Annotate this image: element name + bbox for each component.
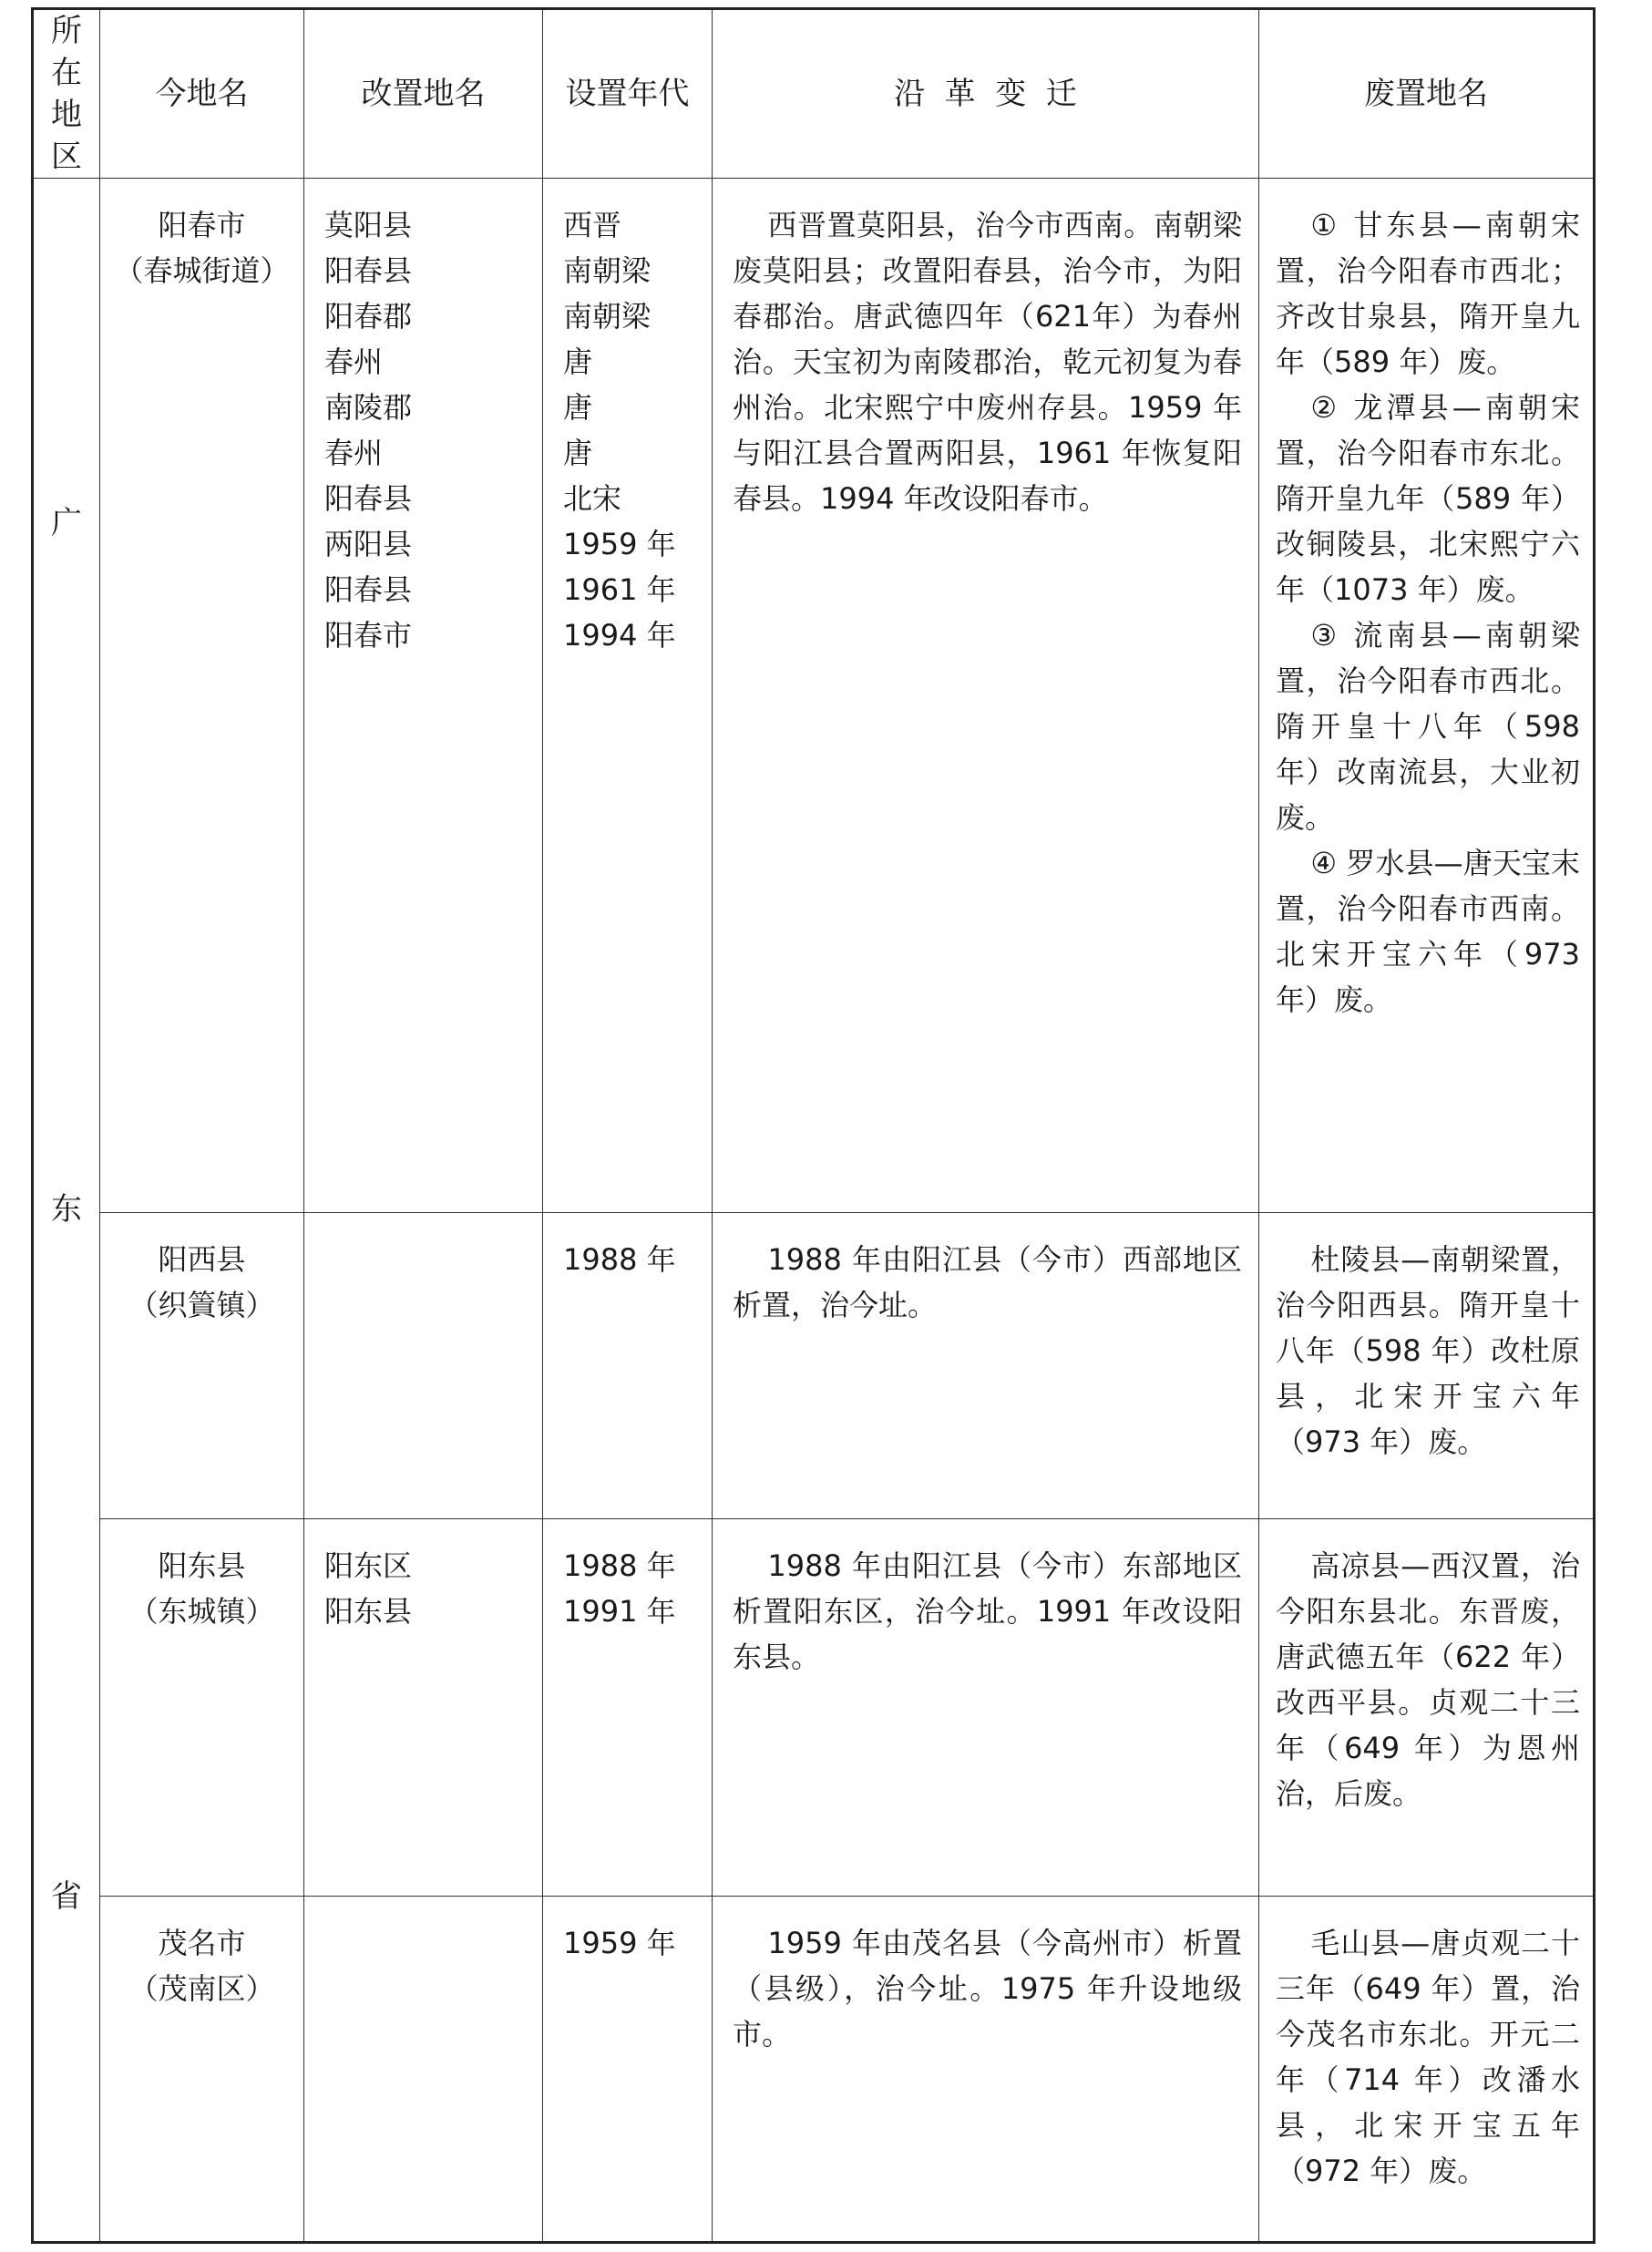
place-seat: （东城镇）: [128, 1594, 275, 1629]
year-item: 1961 年: [563, 572, 676, 607]
renamed-item: 莫阳县: [324, 208, 413, 242]
year-item: 北宋: [563, 481, 622, 516]
abolished-item: 毛山县—唐贞观二十三年（649 年）置，治今茂名市东北。开元二年（714 年）改潘水县，北宋开宝五年（972 年）废。: [1276, 1926, 1580, 2188]
renamed-item: 春州: [324, 436, 384, 470]
today-name-cell: [100, 1519, 304, 1897]
header-region: 所在地区: [33, 9, 100, 179]
year-item: 1994 年: [563, 618, 676, 653]
abolished-cell: [1259, 1897, 1595, 2243]
header-renamed: 改置地名: [304, 9, 543, 179]
year-item: 南朝梁: [563, 253, 652, 288]
today-name-cell: [100, 1897, 304, 2243]
renamed-item: 两阳县: [324, 527, 413, 561]
year-item: 南朝梁: [563, 299, 652, 334]
renamed-cell: [304, 1519, 543, 1897]
year-item: 唐: [563, 436, 593, 470]
year-cell: [543, 179, 713, 1213]
history-text: 1959 年由茂名县（今高州市）析置（县级），治今址。1975 年升设地级市。: [733, 1926, 1242, 2051]
renamed-cell: [304, 1897, 543, 2243]
place-seat: （春城街道）: [114, 253, 290, 288]
history-text: 1988 年由阳江县（今市）西部地区析置，治今址。: [733, 1242, 1242, 1322]
abolished-item: 杜陵县—南朝梁置，治今阳西县。隋开皇十八年（598 年）改杜原县，北宋开宝六年（973 年）废。: [1276, 1242, 1580, 1459]
table-row: [33, 1519, 1595, 1897]
year-item: 唐: [563, 390, 593, 425]
place-name: 阳东县: [158, 1548, 246, 1583]
today-name-cell: [100, 1213, 304, 1519]
renamed-cell: [304, 1213, 543, 1519]
place-seat: （织篢镇）: [128, 1288, 275, 1322]
history-cell: [713, 1213, 1259, 1519]
region-char: 省: [51, 1877, 82, 1915]
header-year: 设置年代: [543, 9, 713, 179]
renamed-cell: [304, 179, 543, 1213]
year-item: 1988 年: [563, 1548, 676, 1583]
abolished-cell: [1259, 1519, 1595, 1897]
year-item: 唐: [563, 344, 593, 379]
region-char: 东: [51, 1191, 82, 1229]
place-name: 阳春市: [158, 208, 246, 242]
table-row: [33, 1897, 1595, 2243]
history-text: 1988 年由阳江县（今市）东部地区析置阳东区，治今址。1991 年改设阳东县。: [733, 1548, 1242, 1674]
place-name: 阳西县: [158, 1242, 246, 1277]
abolished-item: ③ 流南县—南朝梁置，治今阳春市西北。隋开皇十八年（598 年）改南流县，大业初废。: [1276, 618, 1580, 835]
place-seat: （茂南区）: [128, 1971, 275, 2006]
renamed-item: 阳东区: [324, 1548, 413, 1583]
renamed-item: 阳春市: [324, 618, 413, 653]
region-cell: [33, 179, 100, 2243]
region-char: 广: [51, 505, 82, 542]
today-name-cell: [100, 179, 304, 1213]
year-cell: [543, 1519, 713, 1897]
header-row: [33, 9, 1595, 179]
abolished-cell: [1259, 1213, 1595, 1519]
year-item: 1991 年: [563, 1594, 676, 1629]
year-cell: [543, 1213, 713, 1519]
history-cell: [713, 179, 1259, 1213]
year-item: 1959 年: [563, 527, 676, 561]
header-today-name: 今地名: [100, 9, 304, 179]
abolished-cell: [1259, 179, 1595, 1213]
renamed-item: 春州: [324, 344, 384, 379]
gazetteer-table: [31, 7, 1596, 2244]
abolished-item: ② 龙潭县—南朝宋置，治今阳春市东北。隋开皇九年（589 年）改铜陵县，北宋熙宁六年（1073 年）废。: [1276, 390, 1580, 607]
history-cell: [713, 1519, 1259, 1897]
renamed-item: 阳春县: [324, 253, 413, 288]
abolished-item: 高凉县—西汉置，治今阳东县北。东晋废，唐武德五年（622 年）改西平县。贞观二十三年（649 年）为恩州治，后废。: [1276, 1548, 1580, 1811]
header-abolished: 废置地名: [1259, 9, 1595, 179]
abolished-item: ① 甘东县—南朝宋置，治今阳春市西北；齐改甘泉县，隋开皇九年（589 年）废。: [1276, 208, 1580, 379]
renamed-item: 阳春县: [324, 481, 413, 516]
place-name: 茂名市: [158, 1926, 246, 1960]
abolished-item: ④ 罗水县—唐天宝末置，治今阳春市西南。北宋开宝六年（973 年）废。: [1276, 846, 1580, 1017]
header-history: 沿 革 变 迁: [713, 9, 1259, 179]
year-item: 西晋: [563, 208, 622, 242]
year-cell: [543, 1897, 713, 2243]
year-item: 1959 年: [563, 1926, 676, 1960]
year-item: 1988 年: [563, 1242, 676, 1277]
table-row: [33, 1213, 1595, 1519]
history-text: 西晋置莫阳县，治今市西南。南朝梁废莫阳县；改置阳春县，治今市，为阳春郡治。唐武德四年（621年）为春州治。天宝初为南陵郡治，乾元初复为春州治。北宋熙宁中废州存县。1959 年与阳江县合置两阳县，1961 年恢复阳春县。1994 年改设阳春市。: [733, 208, 1242, 516]
renamed-item: 南陵郡: [324, 390, 413, 425]
renamed-item: 阳春县: [324, 572, 413, 607]
renamed-item: 阳春郡: [324, 299, 413, 334]
renamed-item: 阳东县: [324, 1594, 413, 1629]
table-row: [33, 179, 1595, 1213]
history-cell: [713, 1897, 1259, 2243]
gazetteer-page: [31, 7, 1593, 2244]
